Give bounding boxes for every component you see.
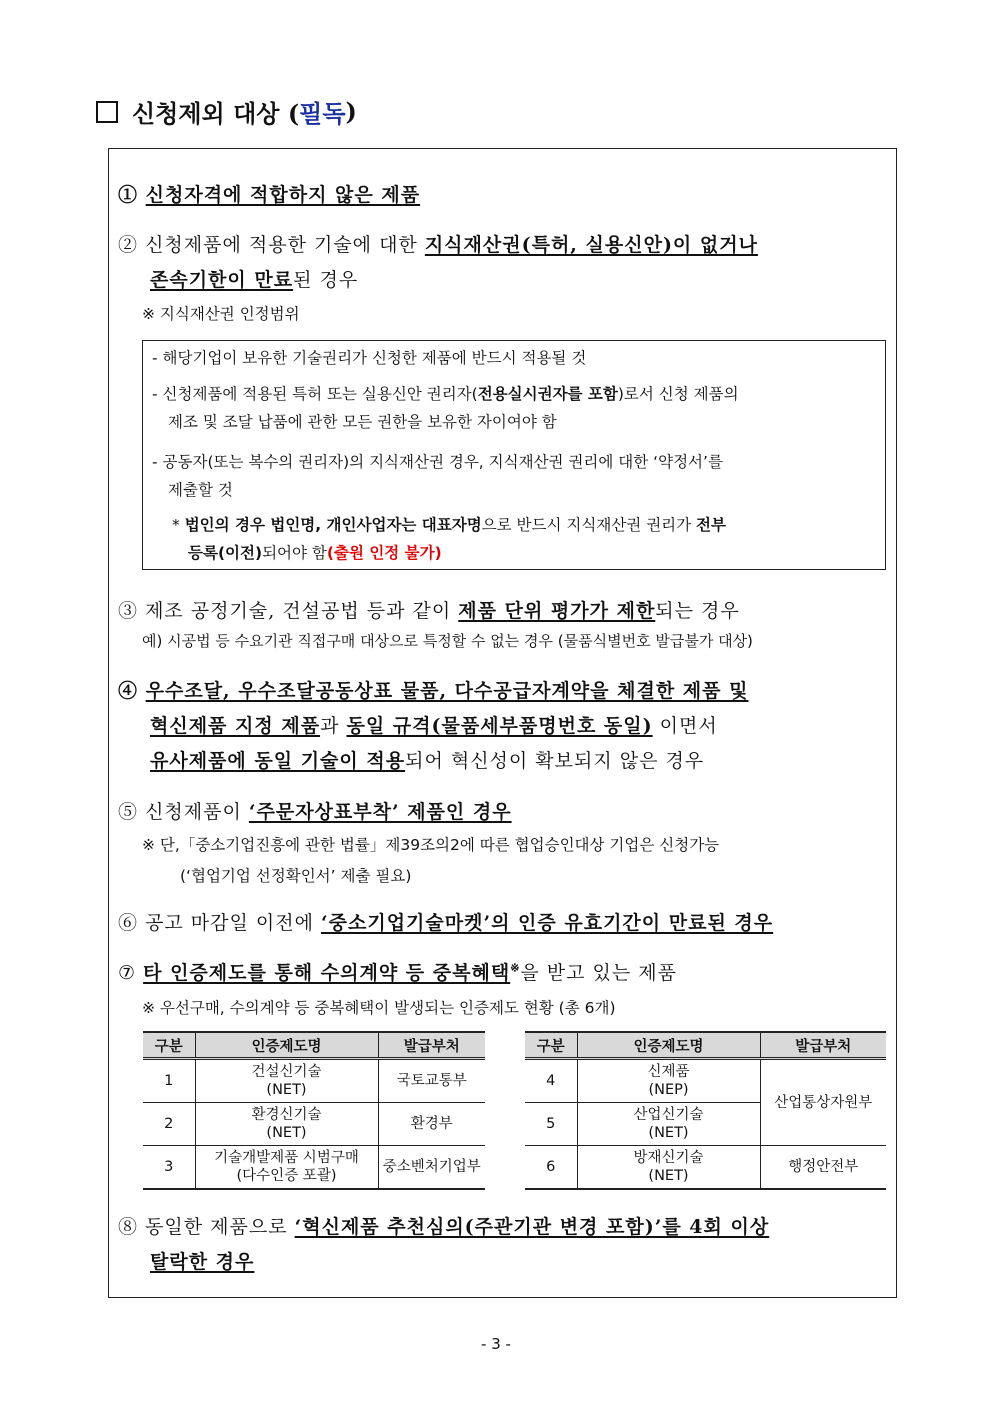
cell-no: 1	[143, 1059, 195, 1103]
cell-no: 3	[143, 1146, 195, 1190]
item-3-underline: 제품 단위 평가가 제한	[458, 600, 656, 622]
item-3-example: 예) 시공법 등 수요기관 직접구매 대상으로 특정할 수 없는 경우 (물품식별번호 발급불가 대상)	[142, 632, 753, 650]
box-line-2	[152, 382, 739, 404]
cell-name-line: (다수인증 포괄)	[236, 1168, 337, 1184]
item-number: ⑧	[118, 1216, 139, 1238]
item-number: ⑦	[118, 962, 137, 984]
title-prefix: 신청제외 대상 (	[132, 99, 300, 128]
cell-name-line: (NET)	[266, 1125, 307, 1141]
cell-dept: 환경부	[378, 1103, 485, 1146]
item-5-note2: (‘협업기업 선정확인서’ 제출 필요)	[180, 867, 412, 885]
item-1-text: 신청자격에 적합하지 않은 제품	[145, 184, 421, 206]
cell-no: 4	[525, 1059, 577, 1103]
item-3-post: 되는 경우	[655, 600, 740, 622]
cell-no: 5	[525, 1103, 577, 1146]
col-header: 인증제도명	[195, 1032, 378, 1059]
cert-table-left	[143, 1031, 485, 1190]
col-header: 구분	[525, 1032, 577, 1059]
item-2-underline: 지식재산권(특허, 실용신안)이 없거나	[424, 234, 758, 256]
col-header: 인증제도명	[577, 1032, 760, 1059]
col-header: 발급부처	[760, 1032, 886, 1059]
table-row	[525, 1146, 886, 1190]
cell-name-line: (NEP)	[648, 1082, 689, 1098]
item-2-line1	[118, 230, 758, 257]
cell-name-line: 기술개발제품 시범구매	[214, 1150, 359, 1166]
item-3	[118, 596, 740, 623]
table-row	[143, 1059, 485, 1103]
item-number: ①	[118, 184, 139, 206]
item-2-post: 된 경우	[293, 269, 359, 291]
cell-name-line: 방재신기술	[633, 1150, 704, 1166]
item-5-note1: ※ 단,「중소기업진흥에 관한 법률」제39조의2에 따른 협업승인대상 기업은 신청가능	[142, 836, 720, 854]
box-text: - 신청제품에 적용된 특허 또는 실용신안 권리자(	[152, 385, 478, 403]
cell-no: 2	[143, 1103, 195, 1146]
cell-name	[577, 1103, 760, 1146]
cell-name	[195, 1146, 378, 1190]
item-6-underline: ‘중소기업기술마켓’의 인증 유효기간이 만료된 경우	[321, 912, 774, 934]
item-4-line2	[150, 711, 718, 738]
item-8-underline2: 탈락한 경우	[150, 1251, 255, 1273]
box-line-3b: 제출할 것	[168, 481, 233, 499]
item-5	[118, 797, 512, 824]
box-bold: 법인의 경우 법인명, 개인사업자는 대표자명	[184, 516, 482, 534]
cell-dept: 산업통상자원부	[760, 1059, 886, 1146]
page-number: - 3 -	[481, 1335, 511, 1353]
item-8-pre: 동일한 제품으로	[145, 1216, 295, 1238]
box-line-3: - 공동자(또는 복수의 권리자)의 지식재산권 경우, 지식재산권 권리에 대한 ‘약정서’를	[152, 453, 723, 471]
item-5-pre: 신청제품이	[145, 801, 249, 823]
item-7-note: ※ 우선구매, 수의계약 등 중복혜택이 발생되는 인증제도 현황 (총 6개)	[142, 999, 616, 1017]
table-row	[525, 1059, 886, 1103]
item-number: ③	[118, 600, 139, 622]
item-6	[118, 908, 773, 935]
box-text: *	[172, 516, 185, 534]
item-4-line1	[118, 676, 748, 703]
col-header: 발급부처	[378, 1032, 485, 1059]
table-row	[143, 1103, 485, 1146]
cell-name	[195, 1059, 378, 1103]
box-red-text: (출원 인정 불가)	[326, 544, 442, 562]
item-1	[118, 180, 420, 207]
item-7-sup: ※	[510, 961, 521, 975]
item-6-pre: 공고 마감일 이전에	[145, 912, 322, 934]
col-header: 구분	[143, 1032, 195, 1059]
item-8-line2	[150, 1247, 254, 1274]
cell-dept: 행정안전부	[760, 1146, 886, 1190]
title-suffix: )	[345, 97, 357, 126]
item-4-underline1: 우수조달, 우수조달공동상표 물품, 다수공급자계약을 체결한 제품 및	[145, 680, 749, 702]
box-line-4b	[188, 541, 442, 563]
cell-name-line: 건설신기술	[251, 1064, 322, 1080]
box-line-2b: 제조 및 조달 납품에 관한 모든 권한을 보유한 자이여야 함	[168, 413, 557, 431]
item-number: ⑥	[118, 912, 139, 934]
item-2-underline2: 존속기한이 만료	[150, 269, 294, 291]
box-bold: 전부	[696, 516, 726, 534]
cell-name	[577, 1146, 760, 1190]
item-4-underline2: 혁신제품 지정 제품	[150, 715, 321, 737]
cell-name-line: 신제품	[647, 1064, 690, 1080]
item-7-post: 을 받고 있는 제품	[520, 962, 678, 984]
cell-name	[577, 1059, 760, 1103]
item-5-underline: ‘주문자상표부착’ 제품인 경우	[248, 801, 512, 823]
item-2-line2	[150, 265, 358, 292]
cell-name	[195, 1103, 378, 1146]
box-text: 으로 반드시 지식재산권 권리가	[481, 516, 697, 534]
item-3-pre: 제조 공정기술, 건설공법 등과 같이	[145, 600, 459, 622]
box-bold: 등록(이전)	[188, 544, 263, 562]
section-title	[96, 94, 357, 129]
item-8-line1	[118, 1212, 769, 1239]
item-4-underline4: 유사제품에 동일 기술이 적용	[150, 750, 406, 772]
box-text: 되어야 함	[262, 544, 327, 562]
box-line-1: - 해당기업이 보유한 기술권리가 신청한 제품에 반드시 적용될 것	[152, 349, 587, 367]
item-number: ④	[118, 680, 139, 702]
item-7-underline: 타 인증제도를 통해 수의계약 등 중복혜택	[143, 962, 511, 984]
item-4-text: 과	[320, 715, 347, 737]
cell-name-line: (NET)	[648, 1168, 689, 1184]
item-8-underline: ‘혁신제품 추천심의(주관기관 변경 포함)’를 4회 이상	[294, 1216, 770, 1238]
box-line-4	[172, 513, 726, 535]
item-2-pre: 신청제품에 적용한 기술에 대한	[145, 234, 425, 256]
item-4-text: 이면서	[652, 715, 718, 737]
cell-name-line: 환경신기술	[251, 1107, 322, 1123]
item-number: ⑤	[118, 801, 139, 823]
title-highlight: 필독	[299, 99, 346, 128]
cell-name-line: 산업신기술	[633, 1107, 704, 1123]
cell-name-line: (NET)	[648, 1125, 689, 1141]
item-4-text: 되어 혁신성이 확보되지 않은 경우	[405, 750, 705, 772]
cell-dept: 국토교통부	[378, 1059, 485, 1103]
checkbox-square-icon	[96, 101, 118, 123]
cell-name-line: (NET)	[266, 1082, 307, 1098]
item-number: ②	[118, 234, 139, 256]
table-row	[143, 1146, 485, 1190]
item-4-underline3: 동일 규격(물품세부품명번호 동일)	[346, 715, 653, 737]
cell-no: 6	[525, 1146, 577, 1190]
box-bold: 전용실시권자를 포함	[477, 385, 618, 403]
item-4-line3	[150, 746, 704, 773]
cell-dept: 중소벤처기업부	[378, 1146, 485, 1190]
cert-table-right	[525, 1031, 886, 1190]
item-2-note: ※ 지식재산권 인정범위	[142, 305, 300, 323]
item-7	[118, 958, 677, 985]
box-text: )로서 신청 제품의	[617, 385, 739, 403]
